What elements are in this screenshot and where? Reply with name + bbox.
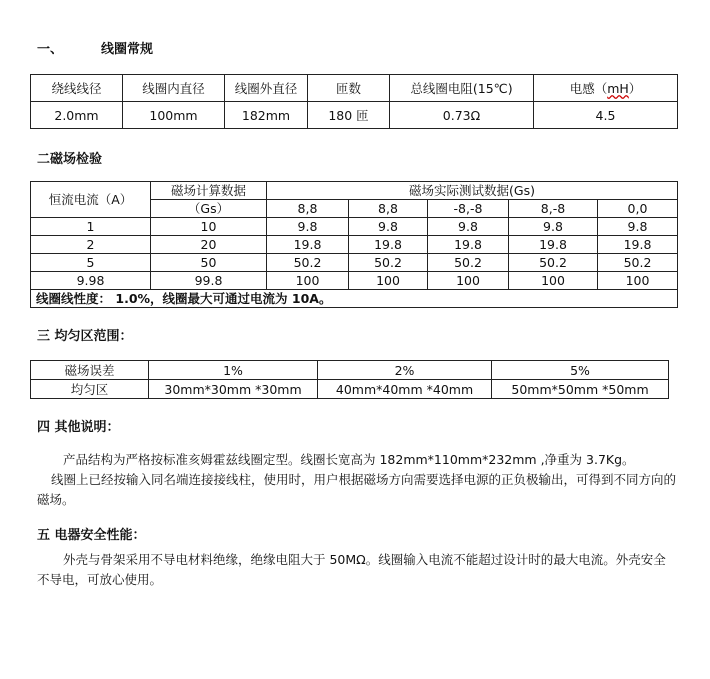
header-1-percent: 1%	[149, 361, 318, 380]
value-resistance: 0.73Ω	[390, 102, 534, 129]
field-test-table	[30, 181, 678, 308]
section-3-heading: 三 均匀区范围：	[37, 329, 133, 344]
notes-line-2-text: 线圈上已经按输入同名端连接接线柱，使用时，用户根据磁场方向需要选择电源的正负极输出，可得到不同方向的磁场。	[37, 472, 677, 507]
table-row	[31, 218, 678, 236]
value-inner-diameter: 100mm	[123, 102, 225, 129]
section-1-number: 一、	[37, 42, 64, 57]
table-cell: 9.98	[31, 272, 151, 290]
header-inner-diameter: 线圈内直径	[123, 75, 225, 102]
table-cell: 1	[31, 218, 151, 236]
table-cell: 9.8	[428, 218, 509, 236]
header-field-error: 磁场误差	[31, 361, 149, 380]
uniform-zone-5-percent: 50mm*50mm *50mm	[492, 380, 669, 399]
coil-spec-table	[30, 74, 678, 129]
value-inductance: 4.5	[534, 102, 678, 129]
table-row	[31, 254, 678, 272]
notes-paragraph	[37, 450, 677, 510]
table-cell: 50.2	[428, 254, 509, 272]
safety-text: 外壳与骨架采用不导电材料绝缘，绝缘电阻大于 50MΩ。线圈输入电流不能超过设计时的最大电流。外壳安全不导电，可放心使用。	[37, 552, 666, 587]
table-cell: 50.2	[598, 254, 678, 272]
table-cell: 9.8	[349, 218, 428, 236]
table-cell: 100	[428, 272, 509, 290]
position-header: 8,8	[267, 200, 349, 218]
coil-spec-header-row	[31, 75, 678, 102]
row-label-uniform-zone: 均匀区	[31, 380, 149, 399]
table-cell: 50.2	[509, 254, 598, 272]
header-5-percent: 5%	[492, 361, 669, 380]
uniform-header-row	[31, 361, 669, 380]
coil-spec-value-row	[31, 102, 678, 129]
table-row	[31, 272, 678, 290]
position-header: 0,0	[598, 200, 678, 218]
value-turns: 180 匝	[308, 102, 390, 129]
linearity-footnote	[31, 290, 678, 308]
section-2-heading: 二磁场检验	[37, 152, 103, 167]
header-calc-1: 磁场计算数据	[151, 182, 267, 200]
table-cell: 19.8	[267, 236, 349, 254]
table-cell: 9.8	[267, 218, 349, 236]
table-cell: 20	[151, 236, 267, 254]
table-cell: 50.2	[267, 254, 349, 272]
table-cell: 19.8	[598, 236, 678, 254]
footnote-prefix: 线	[36, 290, 49, 306]
notes-line-1-text: 产品结构为严格按标准亥姆霍兹线圈定型。线圈长宽高为 182mm*110mm*232mm ,净重为 3.7Kg。	[63, 452, 635, 467]
linearity-footnote-row	[31, 290, 678, 308]
table-cell: 19.8	[428, 236, 509, 254]
table-cell: 9.8	[598, 218, 678, 236]
table-cell: 19.8	[509, 236, 598, 254]
inductance-label: 电感（	[569, 81, 608, 96]
header-inductance	[534, 75, 678, 102]
uniform-zone-table	[30, 360, 669, 399]
value-outer-diameter: 182mm	[225, 102, 308, 129]
uniform-zone-1-percent: 30mm*30mm *30mm	[149, 380, 318, 399]
position-header: 8,8	[349, 200, 428, 218]
safety-paragraph	[37, 550, 677, 590]
table-cell: 19.8	[349, 236, 428, 254]
footnote-text: 圈线性度： 1.0%，线圈最大可通过电流为 10A。	[48, 290, 332, 306]
position-header: 8,-8	[509, 200, 598, 218]
table-cell: 5	[31, 254, 151, 272]
table-cell: 100	[509, 272, 598, 290]
table-cell: 2	[31, 236, 151, 254]
section-1-heading	[37, 38, 153, 57]
table-cell: 9.8	[509, 218, 598, 236]
table-cell: 100	[349, 272, 428, 290]
section-1-title: 线圈常规	[101, 42, 154, 57]
header-resistance: 总线圈电阻(15℃)	[390, 75, 534, 102]
table-cell: 50.2	[349, 254, 428, 272]
field-header-row-1	[31, 182, 678, 200]
header-outer-diameter: 线圈外直径	[225, 75, 308, 102]
header-wire-diameter: 绕线线径	[31, 75, 123, 102]
table-cell: 50	[151, 254, 267, 272]
inductance-close: ）	[628, 81, 642, 96]
header-measured: 磁场实际测试数据(Gs)	[267, 182, 678, 200]
uniform-zone-2-percent: 40mm*40mm *40mm	[318, 380, 492, 399]
header-calc-2: （Gs）	[151, 200, 267, 218]
table-cell: 10	[151, 218, 267, 236]
value-wire-diameter: 2.0mm	[31, 102, 123, 129]
table-cell: 100	[267, 272, 349, 290]
table-cell: 99.8	[151, 272, 267, 290]
header-2-percent: 2%	[318, 361, 492, 380]
table-cell: 100	[598, 272, 678, 290]
section-4-heading: 四 其他说明：	[37, 420, 120, 435]
inductance-unit: mH	[607, 81, 629, 96]
table-row	[31, 236, 678, 254]
notes-line-2	[37, 470, 677, 510]
header-turns: 匝数	[308, 75, 390, 102]
notes-line-1	[37, 450, 677, 470]
section-5-heading: 五 电器安全性能：	[37, 528, 146, 543]
header-current: 恒流电流（A）	[31, 182, 151, 218]
position-header: -8,-8	[428, 200, 509, 218]
uniform-value-row	[31, 380, 669, 399]
